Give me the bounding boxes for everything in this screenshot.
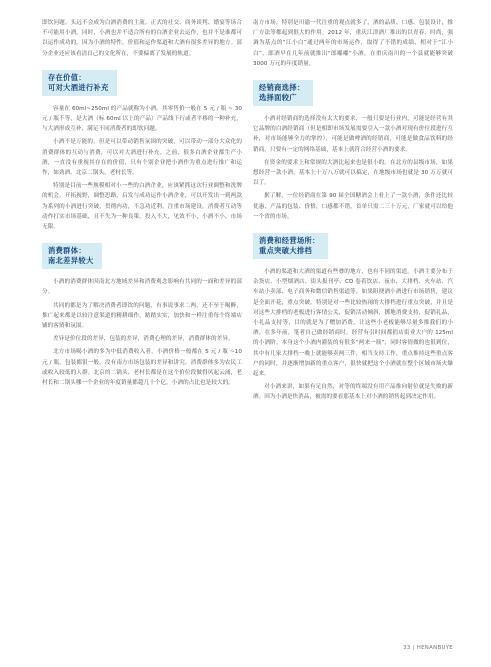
distributors-paragraph-2: 在资金的要求上和常规的大酒比起来也是很小的。在北方的县级市场，如果想经营一款小酒，基本上十万八万就可以搞定，在地级市场也就是 30 万万就可以了。 [253,159,453,187]
right-intro-paragraph: 南方市场，特别是川渝一代注重的观点就多了，酒的品质、口感、包装设计，推广方法等都起到很大的作用。2012 年，重庆江津酒厂推出的以青春、时尚，强调为基点的“江小白”通过两年的市场运作，取得了不错的成绩，相对于“江小白”，郎酒早在几年前就推出“郎嘟嘟”小酒，在重庆南川的一个县就能够突破 3000 万元的年度销量。 [253,20,453,67]
section-heading-consumers-line2: 南北差异较大 [48,256,94,266]
section-heading-consumers-line1: 消费群体： [48,246,86,256]
section-heading-consumers [42,243,102,269]
section-heading-venues-line1: 消费和经营场所： [259,236,320,246]
page-footer: 33 | HENANBUYE [403,645,453,651]
section-heading-value-line1: 存在价值： [48,72,86,82]
section-heading-distributors-line1: 经销商选择： [259,83,305,93]
section-heading-venues-line2: 重点突破大排档 [259,246,313,256]
value-paragraph-3: 特别是目前一些规模相对小一些的白酒企业，应该紧抓这次行业调整和洗牌的机会，开拓视野，调整思路，启发与成功运作小酒企业，可以开发出一到两款为系列的小酒进行突破，贯彻内功，不急功近利。注重市场建设，消费者互动等动作打实市场基础，且不失为一种良策，投入不大，见效不小，小酒不小，市场无限。 [42,183,242,231]
right-column [253,18,453,406]
distributors-paragraph-1: 小酒对经销商的选择没有太大的要求，一般只要是行业内，可能是经营有其它品牌的白酒经销商（但是相即市场发展需要引入一款小酒对现有价位段进行互补，对市场能够全力的掌控），可能是做啤酒的经销商，可能是做食品饮料的经销商，只要有一定的网络基础，基本上就符合经营小酒的要求。 [253,116,453,153]
value-paragraph-1: 容量在 60ml~250ml 的产品就称为小酒。其零售价一般在 5 元 / 瓶 ~ 30 元 / 瓶不等，是大酒（标 60ml 以上的产品）产品线下行或者平移的一种补充，与大酒形成互补，满足不同消费者的即饮问题。 [42,105,242,133]
value-paragraph-2: 小酒不是万能的，但是可以带动销售氛围的突破，可以带动一部分大众化的消费群体的互动与消费，可以对大酒进行补充。之前，很多白酒企业都生产小酒，一直没有重视其存在的价值，只有个别企业把小酒作为重点进行推广和运作，如劲酒、北京二锅头、老村长等。 [42,139,242,177]
left-intro-paragraph: 即饮问题。头远不会成为白酒消费的主流。正式的社交、商务谈判、婚宴等场合不可能用小酒。同时，小酒也并不适合所有的白酒企业去运作，也并不是谁都可以运作成功的。因为小酒的特性，价值和运作渠道和大酒有很多差异的地方。部分企业还应该看清自己的文化所在，不要偏离了发展的轨道。 [42,20,242,57]
left-column [42,18,242,391]
consumers-paragraph-4: 北方市场喝小酒的多为中低消费收入者，小酒价格一般都在 5 元 / 瓶 ~10 元 / 瓶，包装都很一般，没有南方市场包装的差异和讲究。消费群体多为农民工或收入较低的人群。北京的二锅头、老村长都是在这个价位段做得风起云涌，老村长和二锅头哪一个企业的年度销量都超几十个亿，小酒的占比也是较大的。 [42,349,242,387]
section-heading-value [42,70,117,96]
section-heading-distributors [253,80,313,106]
distributors-paragraph-3: 据了解，一位经销商在第 90 届全国糖酒会上看上了一款小酒，条件还比较优惠，产品的包装、价格，口感都不错，首单只需二三十万元，厂家就可以给他一个省的市场。 [253,193,453,220]
section-heading-value-line2: 可对大酒进行补充 [48,82,109,92]
section-heading-distributors-line2: 选择面较广 [259,93,297,103]
section-heading-venues [253,233,328,259]
venues-paragraph-2: 对小酒来讲，如果有足自然，对等的终端没有用产品推向射位就是失败的新酒。因为小酒是快消品，被需的要看那基本上对小酒的销售起到决定作用。 [253,384,453,401]
venues-paragraph-1: 小酒的渠道和大酒的渠道有些叠的地方，也有不同的渠道。小酒主要分布于杂货店、小型烟酒店、街头报刊亭、CD 卷着饮店、夜市、大排档、火车站、汽车站小卖部、电子商务和微信销售渠道等，如果阻挠酒小酒进行市场销售，建议是全面开花，重点突破。特别是对一些比较热闹的大排档进行重点突破，并且是对这些大排档的老板进行客情公关，促销活动倾斜，掷地消费支持，促销礼品，小礼品支持等，目的就是为了赠加消费，让这些小老板能够尽量多推我们的小酒。在多年前，笔者自己做经销商时，经营有引时间都捐店街业大户的 125ml 的小酒阶。本身这个小酒内灌装的有很多“两来一瓶”，同时客情做的也很到位，其中有几家大排档一晚上就能够卖两三件，相当支持工作，重点推持这些重点客户的同时，并逐渐增加新的重点客户，很快就把这个小酒就在整个区域市场火爆起来。 [253,269,453,378]
consumers-paragraph-2: 共同的都是为了解决消费者即饮的问题，有事说事求二两，还不至于喝醉，推广起来都是以较注意渠道的精耕细作，踏踏实实，加快和一样注重每个终端店铺的客情和氛围。 [42,302,242,330]
consumers-paragraph-1: 小酒的消费群体因南北方地域差异和消费观念影响有共同的一面和差异的部分。 [42,279,242,296]
consumers-paragraph-3: 差异是价位段的差异，包装的差异，消费心理的差异，消费群体的差异。 [53,336,234,343]
